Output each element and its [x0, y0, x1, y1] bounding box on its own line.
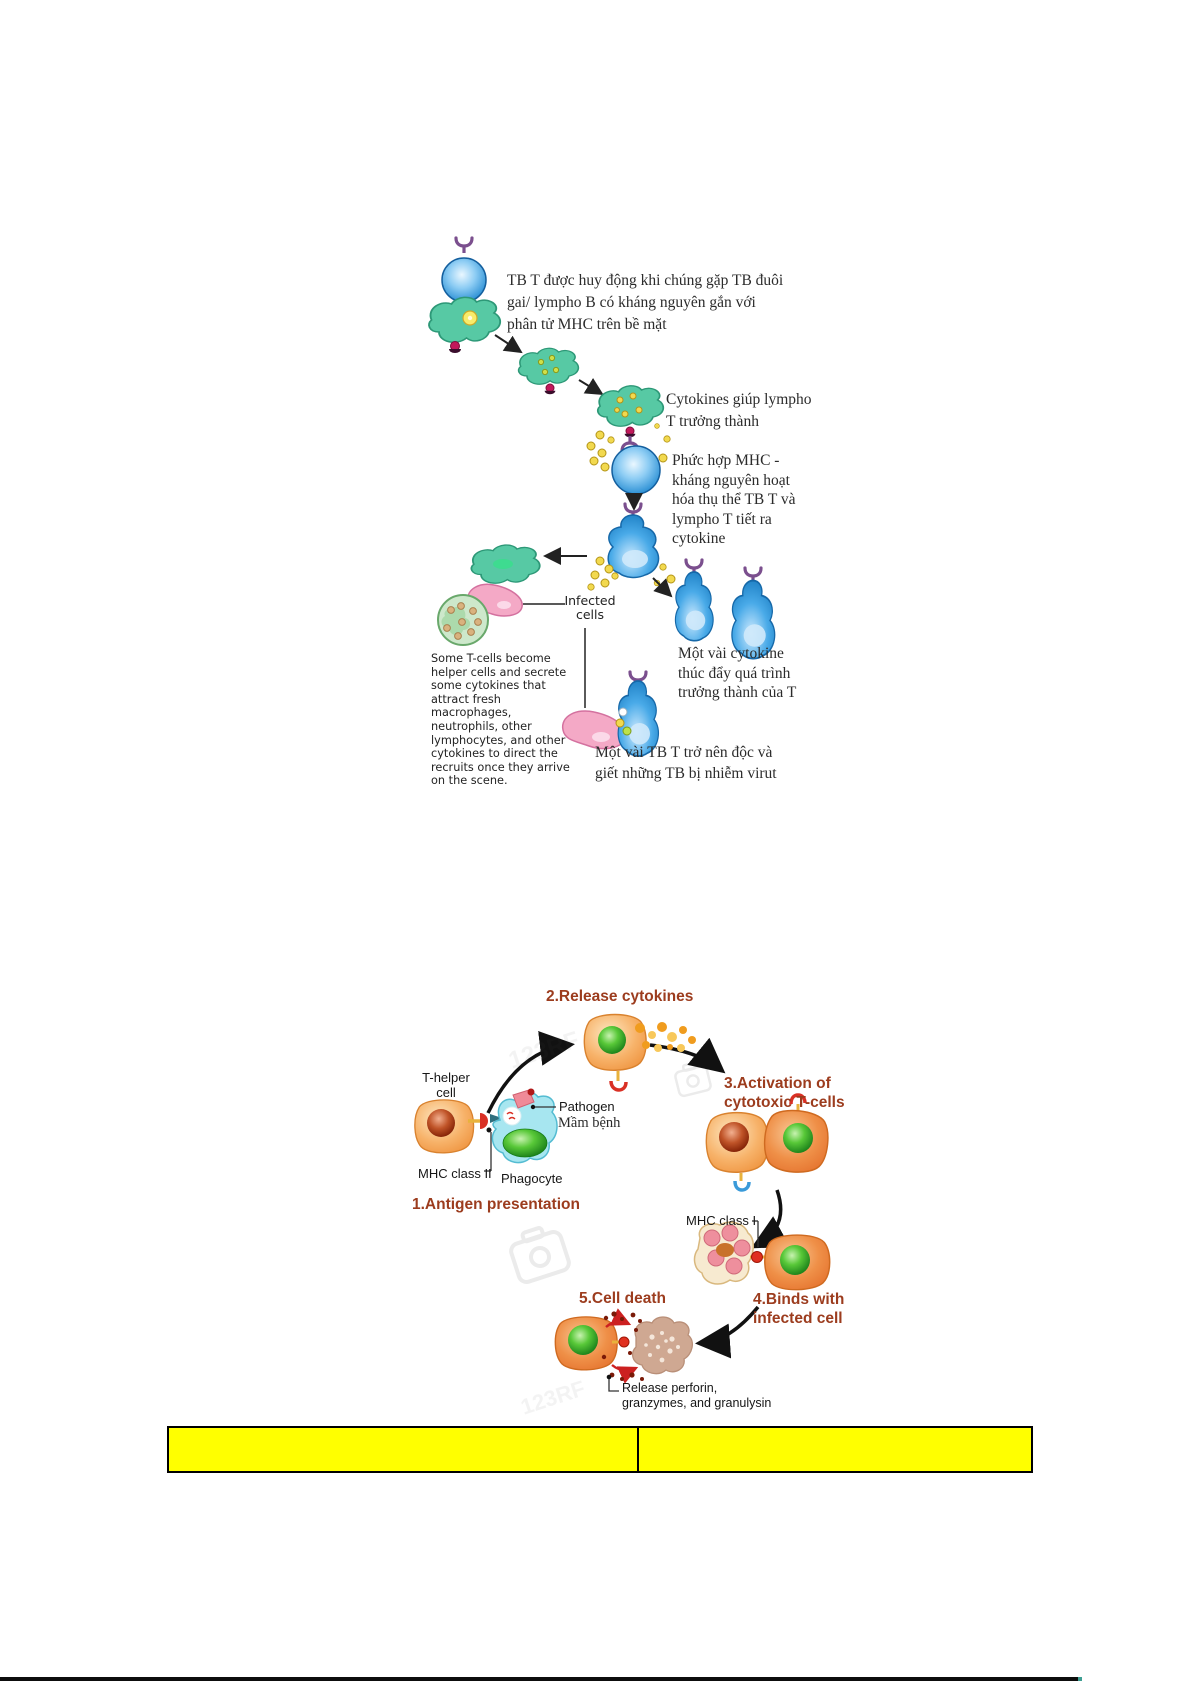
- figure-tcell-activation: [395, 230, 812, 790]
- cycle-arrow: [702, 1307, 758, 1343]
- step-3-label: 3.Activation of cytotoxic T-cells: [724, 1075, 845, 1111]
- caption-mhc-complex: Phức hợp MHC - kháng nguyên hoạt hóa thụ thể TB T và lympho T tiết ra cytokine: [672, 452, 796, 547]
- step-1-label: 1.Antigen presentation: [412, 1196, 580, 1213]
- callout-dot: [531, 1105, 535, 1109]
- answer-cell-left[interactable]: [168, 1427, 638, 1472]
- step-2-label: 2.Release cytokines: [546, 988, 694, 1005]
- dying-cell-icon: [633, 1317, 693, 1374]
- stock-watermark: 123RF: [517, 1375, 589, 1420]
- caption-cytokines-help: Cytokines giúp lympho T trưởng thành: [666, 391, 812, 430]
- t-cell-icon: [612, 446, 660, 494]
- caption-helper-note: Some T-cells become helper cells and secrete some cytokines that attract fresh macrophages, neutrophils, other lymphocytes, and other cytokines to direct the recruits once they arrive on the scene.: [431, 652, 570, 788]
- label-pathogen-vi: Mầm bệnh: [558, 1115, 621, 1131]
- arrow: [579, 380, 602, 394]
- helper-cell-icon: [471, 545, 539, 583]
- t-helper-cell-icon: [706, 1113, 768, 1190]
- dendritic-cell-icon: [519, 348, 579, 394]
- caption-toxic-t-cells: Một vài TB T trở nên độc và giết những TB bị nhiễm virut: [595, 744, 777, 782]
- answer-table: [167, 1426, 1033, 1473]
- macrophage-icon: [438, 595, 488, 645]
- caption-some-cytokines: Một vài cytokine thúc đẩy quá trình trưởng thành của T: [678, 645, 797, 701]
- label-infected-cells: Infected cells: [564, 593, 616, 622]
- t-cell-icon: [442, 238, 486, 302]
- label-pathogen: Pathogen: [559, 1099, 615, 1114]
- cytotoxic-t-cell-icon: [555, 1317, 629, 1370]
- phagocyte-icon: [492, 1089, 557, 1163]
- page-bottom-rule: [0, 1677, 1078, 1681]
- cycle-arrow: [757, 1190, 781, 1245]
- step-4-label: 4.Binds with infected cell: [753, 1291, 845, 1327]
- stock-watermark: 123RF: [505, 1026, 583, 1075]
- answer-cell-right[interactable]: [638, 1427, 1032, 1472]
- label-mhc-class-2: MHC class II: [418, 1166, 492, 1181]
- page-edge-artifact: [1078, 1677, 1082, 1681]
- label-phagocyte: Phagocyte: [501, 1171, 563, 1186]
- table-row: [168, 1427, 1032, 1472]
- activated-t-cell-icon: [608, 504, 658, 577]
- dendritic-cell-icon: [429, 297, 500, 353]
- pathogen-dot-icon: [528, 1089, 535, 1096]
- arrow: [495, 335, 521, 352]
- label-t-helper-cell: T-helper cell: [422, 1070, 470, 1100]
- infected-cell-icon: [695, 1222, 754, 1284]
- cytotoxic-t-cell-icon: [765, 1235, 830, 1290]
- callout-line: [609, 1379, 619, 1391]
- caption-t-cell-recruited: TB T được huy động khi chúng gặp TB đuôi gai/ lympho B có kháng nguyên gắn với phân tử MHC trên bề mặt: [507, 272, 784, 333]
- label-release-perforin: Release perforin, granzymes, and granulysin: [622, 1381, 772, 1410]
- callout-dot: [607, 1375, 612, 1380]
- step-5-label: 5.Cell death: [579, 1290, 666, 1307]
- label-mhc-class-1: MHC class I: [686, 1213, 757, 1228]
- figure-cytotoxic-cycle: [400, 985, 845, 1425]
